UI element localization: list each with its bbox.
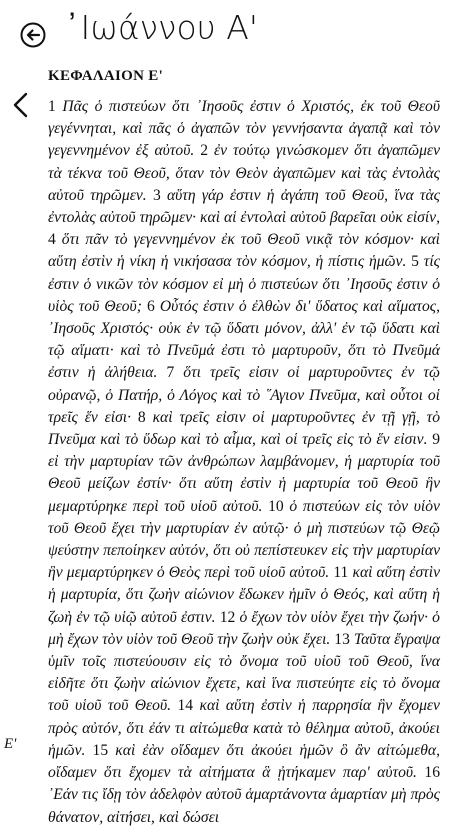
back-arrow-icon[interactable] — [20, 22, 46, 48]
verse-number: 5 — [411, 253, 419, 271]
chapter-side-label: Ε' — [4, 736, 17, 752]
verse-number: 8 — [137, 408, 146, 426]
verse-text: καὶ ἐὰν οἴδαμεν ὅτι ἀκούει ἡμῶν ὃ ἂν αἰτώμεθα, οἴδαμεν ὅτι ἔχομεν τὰ αἰτήματα ἃ ᾐτήκαμεν παρ' αὐτοῦ. — [48, 741, 440, 782]
chapter-heading: ΚΕΦΑΛΑΙΟΝ Ε' — [48, 68, 164, 84]
verse-number: 12 — [219, 608, 236, 626]
verse-text: Ταῦτα ἔγραψα ὑμῖν τοῖς πιστεύουσιν εἰς τὸ ὄνομα τοῦ υἱοῦ τοῦ Θεοῦ, ἵνα εἰδῆτε ὅτι ζωὴν αἰώνιον ἔχετε, καὶ ἵνα πιστεύητε εἰς τὸ ὄνομα τοῦ υἱοῦ τοῦ Θεοῦ. — [48, 630, 441, 715]
chapter-text — [48, 96, 440, 829]
verse-number: 4 — [48, 231, 56, 249]
verse — [48, 742, 440, 781]
verse-text: ᾿Εάν τις ἴδῃ τὸν ἀδελφὸν αὐτοῦ ἁμαρτάνοντα ἁμαρτίαν μὴ πρὸς θάνατον, αἰτήσει, καὶ δώσει — [48, 786, 440, 826]
verse — [48, 231, 440, 270]
app-header — [0, 0, 456, 66]
verse-text: ὅτι πᾶν τὸ γεγεννημένον ἐκ τοῦ Θεοῦ νικᾷ τὸν κόσμον· καὶ αὕτη ἐστὶν ἡ νίκη ἡ νικήσασα τὸν κόσμον, ἡ πίστις ἡμῶν. — [48, 231, 440, 271]
verse-text: ἐν τούτῳ γινώσκομεν ὅτι ἀγαπῶμεν τὰ τέκνα τοῦ Θεοῦ, ὅταν τὸν Θεὸν ἀγαπῶμεν καὶ τὰς ἐντολὰς αὐτοῦ τηρῶμεν. — [48, 142, 440, 204]
verse-number: 3 — [152, 186, 161, 204]
verse-number: 11 — [333, 564, 349, 582]
verse-number: 14 — [177, 697, 194, 715]
verse-text: ὁ πιστεύων εἰς τὸν υἱὸν τοῦ Θεοῦ ἔχει τὴν μαρτυρίαν ἐν αὑτῷ· ὁ μὴ πιστεύων τῷ Θεῷ ψεύστην πεποίηκεν αὐτόν, ὅτι οὐ πεπίστευκεν εἰς τὴν μαρτυρίαν ἣν μεμαρτύρηκεν ὁ Θεὸς περὶ τοῦ υἱοῦ αὐτοῦ. — [48, 497, 440, 582]
chevron-left-icon[interactable] — [10, 92, 32, 118]
verse-text: τίς ἐστιν ὁ νικῶν τὸν κόσμον εἰ μὴ ὁ πιστεύων ὅτι ᾿Ιησοῦς ἐστιν ὁ υἱὸς τοῦ Θεοῦ; — [48, 253, 440, 315]
verse-text: καὶ αὕτη ἐστὶν ἡ παρρησία ἣν ἔχομεν πρὸς αὐτόν, ὅτι ἐάν τι αἰτώμεθα κατὰ τὸ θέλημα αὐτοῦ, ἀκούει ἡμῶν. — [48, 697, 440, 759]
verse-text: Οὗτός ἐστιν ὁ ἐλθὼν δι' ὕδατος καὶ αἵματος, ᾿Ιησοῦς Χριστός· οὐκ ἐν τῷ ὕδατι μόνον, ἀλλ' ἐν τῷ ὕδατι καὶ τῷ αἵματι· καὶ τὸ Πνεῦμά ἐστι τὸ μαρτυροῦν, ὅτι τὸ Πνεῦμά ἐστιν ἡ ἀλήθεια. — [48, 297, 441, 382]
verse-text: ὁ ἔχων τὸν υἱὸν ἔχει τὴν ζωήν· ὁ μὴ ἔχων τὸν υἱὸν τοῦ Θεοῦ τὴν ζωὴν οὐκ ἔχει. — [48, 608, 440, 648]
verse-number: 13 — [334, 630, 350, 648]
verse-text: εἰ τὴν μαρτυρίαν τῶν ἀνθρώπων λαμβάνομεν, ἡ μαρτυρία τοῦ Θεοῦ μείζων ἐστίν· ὅτι αὕτη ἐστὶν ἡ μαρτυρία τοῦ Θεοῦ ἣν μεμαρτύρηκε περὶ τοῦ υἱοῦ αὐτοῦ. — [48, 453, 440, 515]
verse-text: αὕτη γάρ ἐστιν ἡ ἀγάπη τοῦ Θεοῦ, ἵνα τὰς ἐντολὰς αὐτοῦ τηρῶμεν· καὶ αἱ ἐντολαὶ αὐτοῦ βαρεῖαι οὐκ εἰσίν, — [48, 186, 440, 227]
verse-number: 7 — [166, 364, 175, 382]
verse-text: ὅτι τρεῖς εἰσιν οἱ μαρτυροῦντες ἐν τῷ οὐρανῷ, ὁ Πατήρ, ὁ Λόγος καὶ τὸ ῞Αγιον Πνεῦμα, καὶ οὗτοι οἱ τρεῖς ἕν εἰσι· — [48, 364, 440, 426]
verse-number: 2 — [200, 142, 208, 160]
verse-text: καὶ τρεῖς εἰσιν οἱ μαρτυροῦντες ἐν τῇ γῇ, τὸ Πνεῦμα καὶ τὸ ὕδωρ καὶ τὸ αἷμα, καὶ οἱ τρεῖς εἰς τὸ ἕν εἰσιν. — [48, 408, 440, 449]
verse-number: 15 — [92, 741, 109, 759]
verse-number: 1 — [48, 98, 56, 115]
verse-number: 6 — [147, 297, 155, 315]
verse-number: 10 — [268, 497, 284, 515]
verse-text: Πᾶς ὁ πιστεύων ὅτι ᾿Ιησοῦς ἐστιν ὁ Χριστός, ἐκ τοῦ Θεοῦ γεγέννηται, καὶ πᾶς ὁ ἀγαπῶν τὸν γεννήσαντα ἀγαπᾷ καὶ τὸν γεγεννημένον ἐξ αὐτοῦ. — [48, 98, 440, 160]
page-title: ᾿Ιωάννου Α' — [64, 8, 258, 47]
verse-number: 16 — [424, 764, 441, 782]
verse-number: 9 — [432, 431, 440, 449]
verse-text: καὶ αὕτη ἐστὶν ἡ μαρτυρία, ὅτι ζωὴν αἰώνιον ἔδωκεν ἡμῖν ὁ Θεός, καὶ αὕτη ἡ ζωὴ ἐν τῷ υἱῷ αὐτοῦ ἐστιν. — [48, 564, 440, 626]
